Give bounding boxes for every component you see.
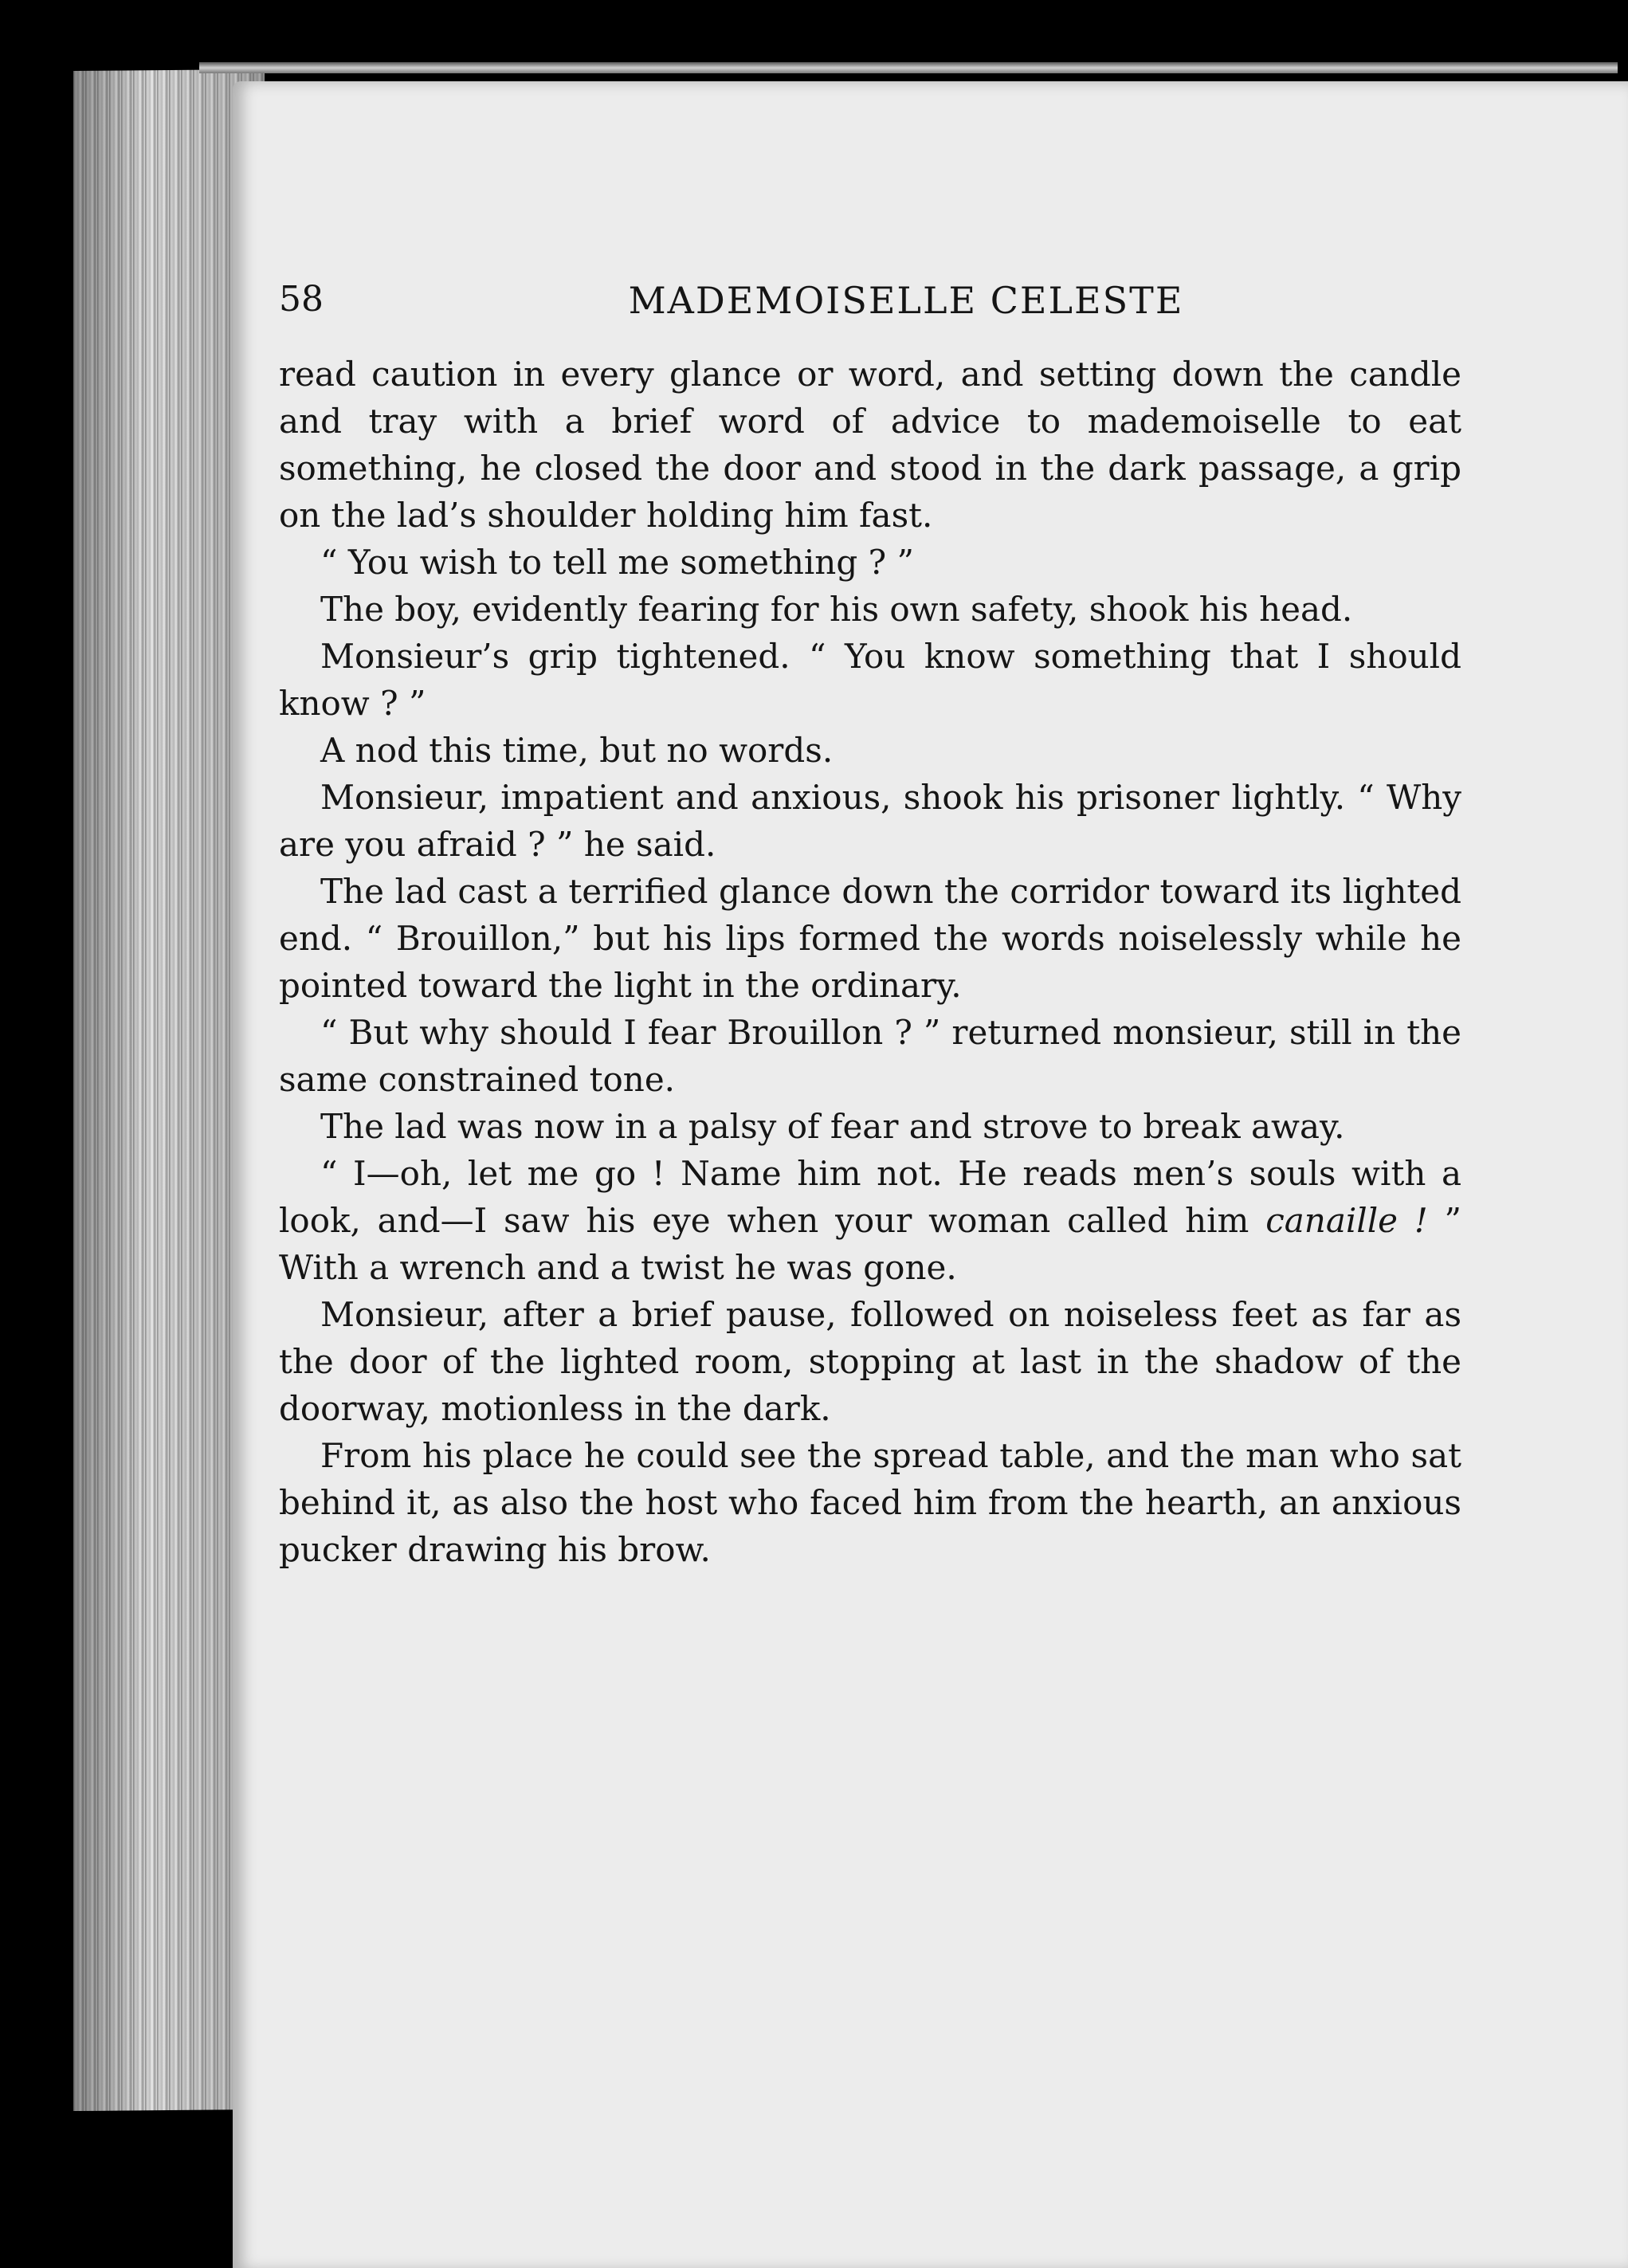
paragraph: read caution in every glance or word, and setting down the candle and tray with a brief word of advice to mademoiselle to eat something, he closed the door and stood in the dark passage, a grip on the lad’s shoulder holding him fast. <box>279 355 1461 535</box>
paragraph: Monsieur, after a brief pause, followed on noiseless feet as far as the door of the lighted room, stopping at last in the shadow of the doorway, motionless in the dark. <box>279 1295 1461 1428</box>
paragraph <box>279 1150 1461 1291</box>
paragraph: “ You wish to tell me something ? ” <box>320 543 914 582</box>
italic-word: canaille ! <box>1265 1201 1428 1240</box>
paragraph: Monsieur’s grip tightened. “ You know something that I should know ? ” <box>279 637 1461 723</box>
paragraph: From his place he could see the spread table, and the man who sat behind it, as also the host who faced him from the hearth, an anxious pucker drawing his brow. <box>279 1436 1461 1569</box>
running-head <box>279 279 1461 335</box>
text-block <box>279 279 1461 1573</box>
paragraph: “ But why should I fear Brouillon ? ” returned monsieur, still in the same constrained tone. <box>279 1013 1461 1099</box>
paragraph: The lad was now in a palsy of fear and strove to break away. <box>320 1107 1345 1146</box>
paragraph: Monsieur, impatient and anxious, shook his prisoner lightly. “ Why are you afraid ? ” he said. <box>279 778 1461 864</box>
paragraph-text: “ I—oh, let me go ! Name him not. He reads men’s souls with a look, and—I saw his eye when your woman called him <box>279 1154 1461 1240</box>
paragraph: A nod this time, but no words. <box>320 731 834 770</box>
running-title: MADEMOISELLE CELESTE <box>628 279 1184 322</box>
page-number: 58 <box>279 279 324 320</box>
paragraph-text: ” With a wrench and a twist he was gone. <box>279 1201 1461 1287</box>
paragraph: The boy, evidently fearing for his own safety, shook his head. <box>320 590 1353 629</box>
paragraph: The lad cast a terrified glance down the corridor toward its lighted end. “ Brouillon,” but his lips formed the words noiselessly while he pointed toward the light in the ordinary. <box>279 872 1461 1005</box>
book-top-edge <box>199 62 1618 73</box>
